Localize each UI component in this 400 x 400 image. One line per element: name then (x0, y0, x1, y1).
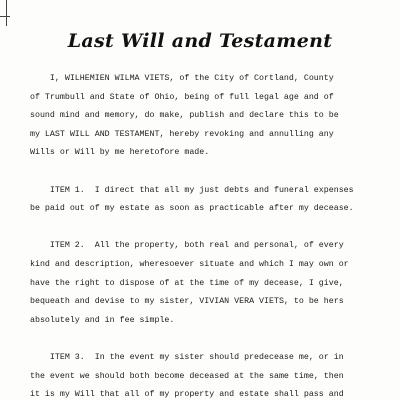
text-line: absolutely and in fee simple. (30, 315, 175, 325)
text-line: Wills or Will by me heretofore made. (30, 148, 210, 158)
text-line: sound mind and memory, do make, publish and declare this to be (30, 111, 339, 121)
text-line: I, WILHEMIEN WILMA VIETS, of the City of Cortland, County (30, 74, 334, 83)
text-line: kind and description, wheresoever situate and which I may own or (30, 259, 349, 269)
document-title: Last Will and Testament (67, 30, 333, 52)
document-body (30, 70, 392, 400)
text-line: have the right to dispose of at the time of my decease, I give, (30, 278, 344, 288)
text-line: my LAST WILL AND TESTAMENT, hereby revoking and annulling any (30, 129, 334, 139)
paragraph-preamble (30, 70, 392, 163)
text-line: ITEM 1. I direct that all my just debts and funeral expenses (30, 185, 354, 195)
text-line: the event we should both become deceased at the same time, then (30, 371, 344, 381)
text-line: ITEM 2. All the property, both real and personal, of every (30, 241, 344, 251)
paragraph-item-3 (30, 349, 392, 400)
text-line: it is my Will that all of my property and estate shall pass and (30, 390, 344, 400)
corner-registration-mark-vertical (6, 0, 7, 26)
text-line: ITEM 3. In the event my sister should predecease me, or in (30, 352, 344, 362)
paragraph-spacer (30, 330, 392, 349)
paragraph-spacer (30, 163, 392, 182)
text-line: of Trumbull and State of Ohio, being of full legal age and of (30, 92, 334, 102)
paragraph-spacer (30, 219, 392, 238)
text-line: be paid out of my estate as soon as practicable after my decease. (30, 204, 354, 214)
paragraph-item-1 (30, 182, 392, 219)
corner-registration-mark (0, 16, 10, 17)
paragraph-item-2 (30, 237, 392, 330)
text-line: bequeath and devise to my sister, VIVIAN VERA VIETS, to be hers (30, 297, 344, 307)
